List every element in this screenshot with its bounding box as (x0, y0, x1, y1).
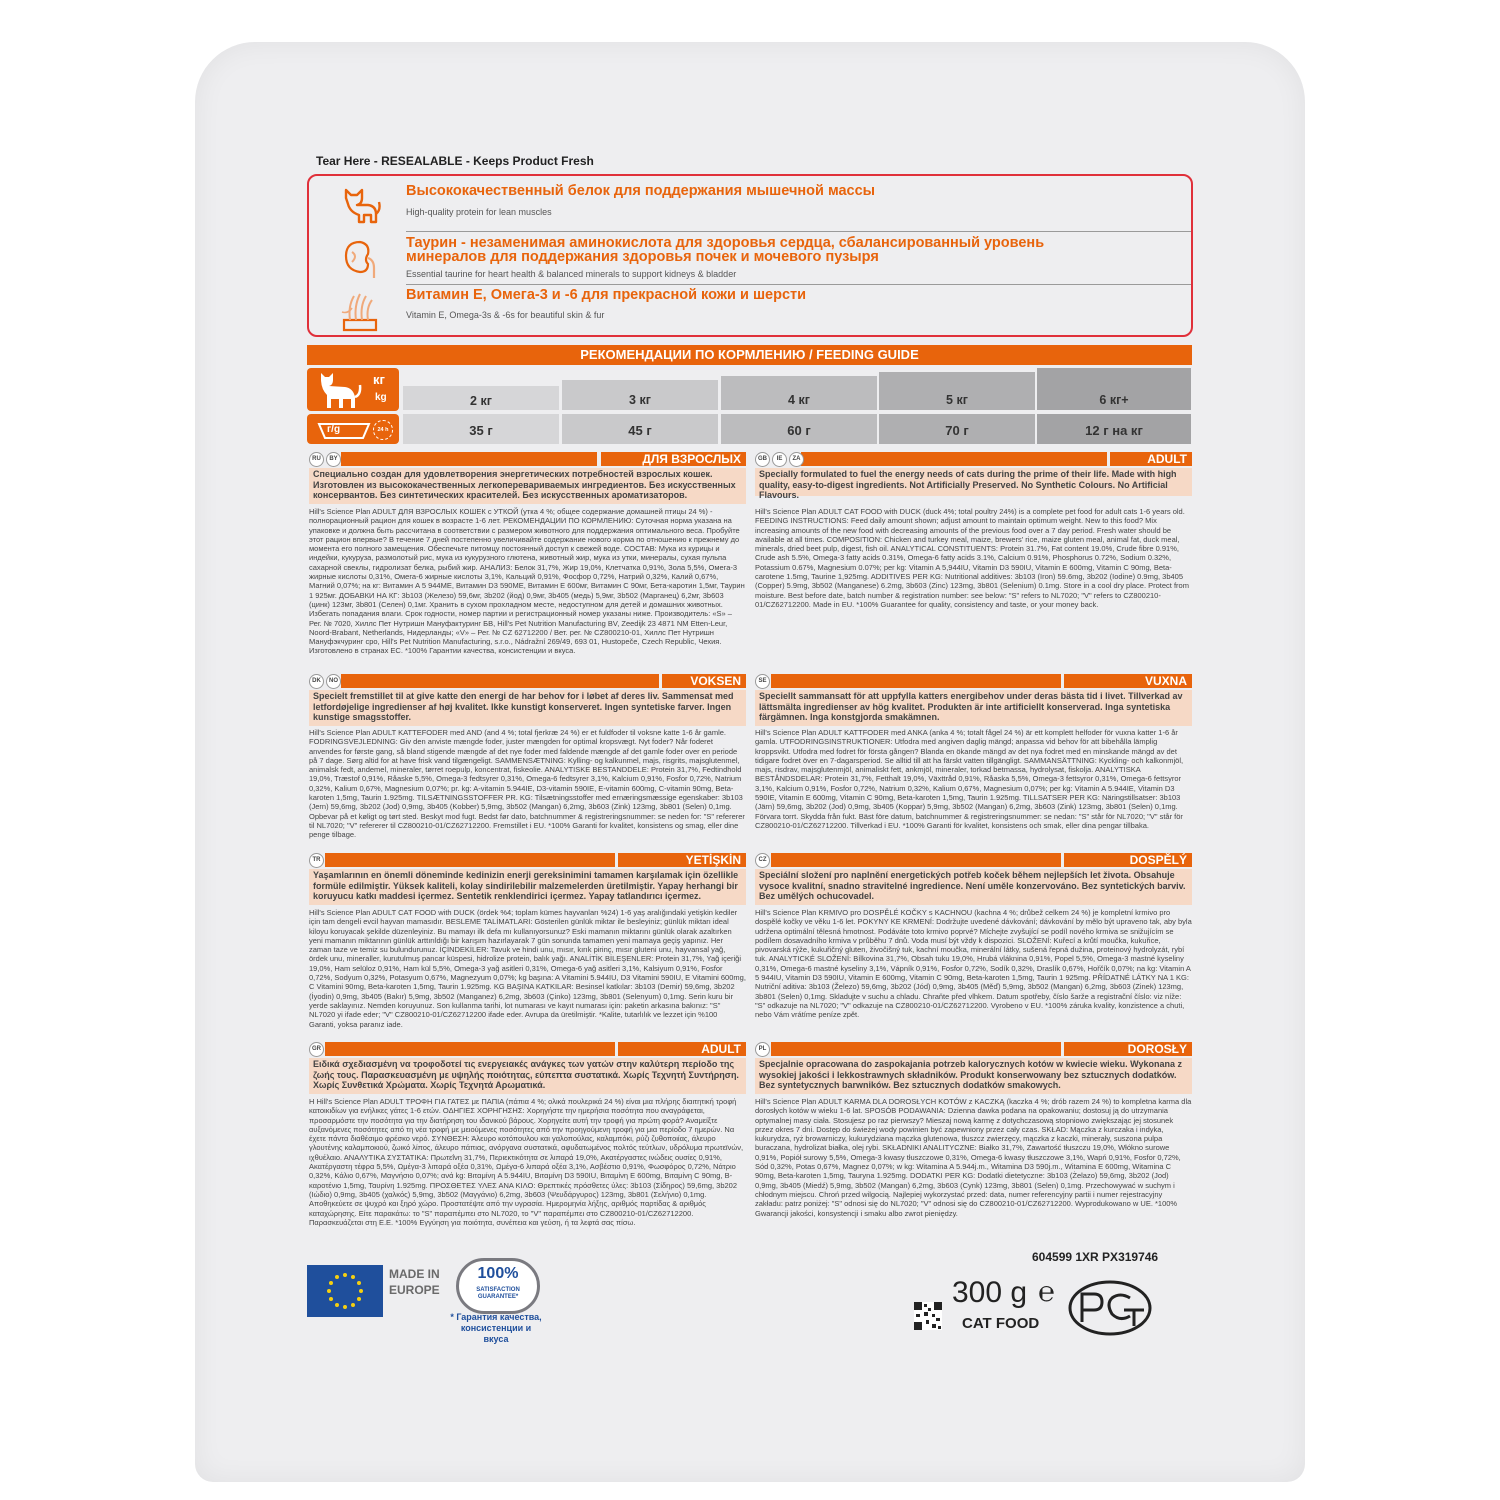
weight-cell: 6 кг+ (1037, 368, 1191, 410)
eu-flag-icon (307, 1265, 383, 1317)
country-codes (309, 452, 341, 467)
weight-cell: 3 кг (562, 380, 718, 410)
country-codes (755, 1042, 770, 1057)
section-se (755, 674, 1192, 846)
country-code: NO (326, 674, 341, 689)
section-pl (755, 1042, 1192, 1237)
section-intro: Speciální složení pro naplnění energetických potřeb koček během nejlepších let života. Obsahuje vysoce kvalitní, snadno stravitelné ingredience. Není uměle konzervováno. Bez syntetických barviv. Bez umělých ochucovadel. (755, 869, 1192, 905)
section-header (309, 1042, 746, 1056)
section-label: ADULT (618, 1042, 746, 1056)
grams-cell: 60 г (721, 414, 877, 444)
country-codes (755, 452, 804, 467)
tear-strip-text: Tear Here - RESEALABLE - Keeps Product Fresh (316, 154, 594, 168)
grams-cell: 70 г (879, 414, 1035, 444)
country-code: TR (309, 853, 324, 868)
grams-cell: 12 г на кг (1037, 414, 1191, 444)
product-type: CAT FOOD (962, 1315, 1040, 1332)
section-header (309, 452, 746, 466)
guarantee-badge (456, 1258, 540, 1314)
benefit-subtitle: High-quality protein for lean muscles (406, 207, 552, 217)
section-intro: Specjalnie opracowana do zaspokajania potrzeb kalorycznych kotów w kwiecie wieku. Wykonana z wysokiej jakości i lekkostrawnych składników. Produkt konserwowany bez sztucznych dodatków. Bez syntetycznych barwników. Bez sztucznych dodatków smakowych. (755, 1058, 1192, 1094)
grams-cell: 45 г (562, 414, 718, 444)
net-weight: 300 g (952, 1276, 1028, 1309)
benefit-title: Высококачественный белок для поддержания мышечной массы (406, 183, 876, 199)
benefit-subtitle: Essential taurine for heart health & balanced minerals to support kidneys & bladder (406, 269, 737, 279)
benefit-protein (334, 184, 1164, 234)
header-bar (771, 853, 1061, 867)
section-header (309, 853, 746, 867)
country-code: GR (309, 1042, 324, 1057)
country-code: BY (326, 452, 341, 467)
section-intro: Yaşamlarının en önemli döneminde kedinizin enerji gereksinimini tamamen karşılamak için özellikle formüle edilmiştir. Yüksek kaliteli, kolay sindirilebilir malzemelerden üretilmiştir. Yapay herhangi bir koruyucu katkı maddesi içermez. Sentetik renklendirici içermez. Yapay tatlandırıcı içermez. (309, 869, 746, 905)
kidney-icon (338, 236, 382, 280)
divider (406, 231, 1191, 232)
weight-cell: 4 кг (721, 376, 877, 410)
country-code: CZ (755, 853, 770, 868)
qr-code-icon (914, 1302, 942, 1330)
section-tr (309, 853, 746, 1035)
section-label: VOKSEN (662, 674, 746, 688)
benefit-subtitle: Vitamin E, Omega-3s & -6s for beautiful skin & fur (406, 310, 605, 320)
section-header (755, 853, 1192, 867)
header-bar (325, 853, 615, 867)
guarantee-note: * Гарантия качества, консистенции и вкуса (450, 1312, 542, 1344)
weight-cell: 5 кг (879, 372, 1035, 410)
weight-label-cell (307, 368, 399, 411)
section-intro: Специально создан для удовлетворения энергетических потребностей взрослых кошек. Изготовлен из высококачественных легкоперевариваемых ингредиентов. Без искусственных консервантов. Без синтетических красителей. Без искусственных ароматизаторов. (309, 468, 746, 504)
section-intro: Specielt fremstillet til at give katte den energi de har behov for i løbet af deres liv. Sammensat med letfordøjelige ingredienser af høj kvalitet. Ikke kunstigt konserveret. Ingen syntetiske farver. Ingen kunstige smagsstoffer. (309, 690, 746, 726)
country-code: PL (755, 1042, 770, 1057)
header-bar (771, 1042, 1061, 1056)
header-bar (325, 1042, 615, 1056)
clock-24h-icon: 24 h (373, 420, 393, 440)
country-code: DK (309, 674, 324, 689)
grams-cell: 35 г (403, 414, 559, 444)
section-body: Hill's Science Plan ADULT KATTFODER med ANKA (anka 4 %; totalt fågel 24 %) är ett komplett helfoder för vuxna katter 1-6 år gamla. UTFODRINGSINSTRUKTIONER: Utfodra med angiven daglig mängd; anpassa vid behov för att bibehålla lämplig kroppsvikt. Utfodra med fodret för första gången? Blanda en ökande mängd av det nya fodret med en minskande mängd av det tidigare fodret över en 7-dagarsperiod. Se alltid till att ha färskt vatten tillgängligt. SAMMANSÄTTNING: Kyckling- och kalkonmjöl, majs, risdrav, majsglutenmjöl, animaliskt fett, ankmjöl, mineraler, torkad betmassa, hydrolysat, fiskolja. ANALYTISKA BESTÅNDSDELAR: Protein 31,7%, Fetthalt 19,0%, Växttråd 0,91%, Råaska 5,5%, Omega-3 fettsyror 0,31%, Omega-6 fettsyror 3,1%, Kalcium 0,91%, Fosfor 0,72%, Natrium 0,32%, Kalium 0,67%, Magnesium 0,07%; per kg: Vitamin A 5.944IE, Vitamin D3 590IE, Vitamin E 600mg, Vitamin C 90mg, Beta-karoten 1,5mg, Taurin 1.925mg. TILLSATSER PER KG: Näringstillsatser: 3b103 (Järn) 59,6mg, 3b202 (Jod) 0,9mg, 3b405 (Koppar) 5,9mg, 3b502 (Mangan) 6,2mg, 3b603 (Zink) 123mg, 3b801 (Selen) 0,1mg. Förvara torrt. Skydda från fukt. Bäst före datum, batchnummer & registreringsnummer: se nedan: "S" står för NL7020; "V" står för CZ800210-01/CZ62712200. Tillverkad i EU. *100% Garanti för kvalitet, konsistens och smak, eller dina pengar tillbaka. (755, 728, 1184, 830)
benefits-panel (307, 174, 1193, 337)
benefit-taurine (334, 236, 1164, 286)
unit-g: г/g (327, 424, 341, 435)
section-gr (309, 1042, 746, 1237)
weight-cell: 2 кг (403, 386, 559, 410)
section-label: ДЛЯ ВЗРОСЛЫХ (601, 452, 746, 466)
header-bar (771, 674, 1061, 688)
country-codes (309, 853, 324, 868)
guarantee-text: SATISFACTION GUARANTEE* (476, 1287, 520, 1300)
section-body: Hill's Science Plan ADULT KATTEFODER med AND (and 4 %; total fjerkræ 24 %) er et fuldfoder til voksne katte 1-6 år gamle. FODRINGSVEJLEDNING: Giv den anviste mængde foder, juster mængden for optimal kropsvægt. Nyt foder? Når foderet anvendes for første gang, så bland stigende mængde af det nye foder med faldende mængde af det gamle foder over en periode på 7 dage. Sørg altid for at have frisk vand tilgængeligt. SAMMENSÆTNING: Kylling- og kalkunmel, majs, risgrits, majsglutenmel, animalsk fedt, andemel, mineraler, tørret roepulp, koncentrat, fiskeolie. ANALYTISKE BESTANDDELE: Protein 31,7%, Fedtindhold 19,0%, Træstof 0,91%, Råaske 5,5%, Omega-3 fedtsyrer 0,31%, Omega-6 fedtsyrer 3,1%, Kalcium 0,91%, Fosfor 0,72%, Natrium 0,32%, Kalium 0,67%, Magnesium 0,07%; pr. kg: A-vitamin 5.944IE, D3-vitamin 590IE, E-vitamin 600mg, C-vitamin 90mg, Beta-karoten 1,5mg, Taurin 1.925mg. TILSÆTNINGSSTOFFER PR. KG: Tilsætningsstoffer med ernæringsmæssige egenskaber: 3b103 (Jern) 59,6mg, 3b202 (Jod) 0,9mg, 3b405 (Kobber) 5,9mg, 3b502 (Mangan) 6,2mg, 3b603 (Zink) 123mg, 3b801 (Selen) 0,1mg. Opbevar på et køligt og tørt sted. Beskyt mod fugt. Bedst før dato, batchnummer & registreringsnummer: se neden for: "S" refererer til NL7020; "V" refererer til CZ800210-01/CZ62712200. Fremstillet i EU. *100% Garanti for kvalitet, konsistens og smag, eller dine penge tilbage. (309, 728, 745, 840)
country-codes (309, 674, 341, 689)
section-body: Hill's Science Plan ADULT KARMA DLA DOROSŁYCH KOTÓW z KACZKĄ (kaczka 4 %; drób razem 24 %) to kompletna karma dla dorosłych kotów w wieku 1-6 lat. SPOSÓB PODAWANIA: Dzienna dawka podana na opakowaniu; dostosuj ją do utrzymania optymalnej masy ciała. Stosujesz po raz pierwszy? Mieszaj nową karmę z dotychczasową stopniowo zwiększając jej stosunek przez okres 7 dni. Dostęp do świeżej wody powinien być zapewniony przez cały czas. SKŁAD: Mączka z kurczaka i indyka, kukurydza, ryż browarniczy, kukurydziana mączka glutenowa, tłuszcz zwierzęcy, mączka z kaczki, minerały, suszona pulpa buraczana, hydrolizat białka, olej rybi. SKŁADNIKI ANALITYCZNE: Białko 31,7%, Zawartość tłuszczu 19,0%, Włókno surowe 0,91%, Popiół surowy 5,5%, Omega-3 kwasy tłuszczowe 0,31%, Omega-6 kwasy tłuszczowe 3,1%, Wapń 0,91%, Fosfor 0,72%, Sód 0,32%, Potas 0,67%, Magnez 0,07%; w kg: Witamina A 5.944j.m., Witamina D3 590j.m., Witamina E 600mg, Witamina C 90mg, Beta-karoten 1,5mg, Tauryna 1.925mg. DODATKI PER KG: Dodatki dietetyczne: 3b103 (Żelazo) 59,6mg, 3b202 (Jod) 0,9mg, 3b405 (Miedź) 5,9mg, 3b502 (Mangan) 6,2mg, 3b603 (Cynk) 123mg, 3b801 (Selen) 0,1mg. Przechowywać w suchym i chłodnym miejscu. Chroń przed wilgocią. Najlepiej wykorzystać przed: data, numer referencyjny partii i numer rejestracyjny zakładu: patrz poniżej: "S" odnosi się do NL7020; "V" odnosi się do CZ800210-01/CZ62712200. Wyprodukowano w UE. *100% Gwarancji jakości, konsystencji i smaku albo zwrot pieniędzy. (755, 1097, 1192, 1218)
unit-kg-ru: кг (373, 372, 385, 387)
guarantee-percent: 100% (477, 1265, 519, 1282)
section-label: ADULT (1110, 452, 1192, 466)
country-code: SE (755, 674, 770, 689)
header-bar (341, 674, 659, 688)
section-gb (755, 452, 1192, 664)
section-header (755, 674, 1192, 688)
header-bar (801, 452, 1107, 466)
benefit-title: Витамин Е, Омега-3 и -6 для прекрасной кожи и шерсти (406, 287, 807, 303)
section-header (309, 674, 746, 688)
section-intro: Specially formulated to fuel the energy needs of cats during the prime of their life. Made with high quality, easy-to-digest ingredients. Not Artificially Preserved. No Synthetic Colours. No Artificial Flavours. (755, 468, 1192, 496)
country-codes (755, 674, 770, 689)
section-body: Η Hill's Science Plan ADULT ΤΡΟΦΗ ΓΙΑ ΓΑΤΕΣ με ΠΑΠΙΑ (πάπια 4 %; ολικά πουλερικά 24 %) είναι μια πλήρης διαιτητική τροφή κατοικιδίων για ενήλικες γάτες 1-6 ετών. ΟΔΗΓΙΕΣ ΧΟΡΗΓΗΣΗΣ: Χορηγήστε την ημερήσια ποσότητα που αναγράφεται, προσαρμόστε την ποσότητα για την διατήρηση του ιδανικού βάρους. Χορηγείτε αυτή την τροφή για πρώτη φορά? Αναμείξτε αυξανόμενες ποσότητες από τη νέα τροφή με μειούμενες ποσότητες από την προηγούμενη τροφή για μια περίοδο 7 ημερών. Να έχετε πάντα διαθέσιμο φρέσκο νερό. ΣΥΝΘΕΣΗ: Άλευρο κοτόπουλου και γαλοπούλας, καλαμπόκι, ρύζι ζυθοποιίας, άλευρο γλουτένης καλαμποκιού, ζωικό λίπος, άλευρο πάπιας, ανόργανα συστατικά, αφυδατωμένος πολτός τεύτλων, υδρόλυμα πρωτεϊνών, ιχθυέλαιο. ΑΝΑΛΥΤΙΚΑ ΣΥΣΤΑΤΙΚΑ: Πρωτεΐνη 31,7%, Περιεκτικότητα σε λιπαρά 19,0%, Ακατέργαστες ινώδεις ουσίες 0,91%, Ακατέργαστη τέφρα 5,5%, Ωμέγα-3 λιπαρά οξέα 0,31%, Ωμέγα-6 λιπαρά οξέα 3,1%, Ασβέστιο 0,91%, Φωσφόρος 0,72%, Νάτριο 0,32%, Κάλιο 0,67%, Μαγνήσιο 0,07%; ανά kg: Βιταμίνη A 5.944IU, Βιταμίνη D3 590IU, Βιταμίνη E 600mg, Βιταμίνη C 90mg, Β-καροτένιο 1,5mg, Ταυρίνη 1.925mg. ΠΡΟΣΘΕΤΕΣ ΥΛΕΣ ΑΝΑ ΚΙΛΟ: Θρεπτικές πρόσθετες ύλες: 3b103 (Σίδηρος) 59,6mg, 3b202 (Ιώδιο) 0,9mg, 3b405 (χαλκός) 5,9mg, 3b502 (Μαγγάνιο) 6,2mg, 3b603 (Ψευδάργυρος) 123mg, 3b801 (Σελήνιο) 0,1mg. Αποθηκεύετε σε ψυχρό και ξηρό χώρο. Προστατέψτε από την υγρασία. Ημερομηνία λήξης, αριθμός παρτίδας & αριθμός καταχώρησης. Είτε παρακάτω: το "S" παραπέμπει στο NL7020, το "V" παραπέμπει στο CZ800210-01/CZ62712200. Παρασκευάζεται στη Ε.Ε. *100% Εγγύηση για ποιότητα, συνέπεια και γεύση, ή τα λεφτά σας πίσω. (309, 1097, 744, 1227)
batch-code: 604599 1XR PX319746 (1032, 1250, 1159, 1264)
section-intro: Ειδικά σχεδιασμένη να τροφοδοτεί τις ενεργειακές ανάγκες των γατών στην καλύτερη περίοδο της ζωής τους. Παρασκευασμένη με υψηλής ποιότητας, εύπεπτα συστατικά. Χωρίς Τεχνητή Συντήρηση. Χωρίς Συνθετικά Χρώματα. Χωρίς Τεχνητά Αρωματικά. (309, 1058, 746, 1094)
section-label: DOROSŁY (1064, 1042, 1192, 1056)
section-header (755, 452, 1192, 466)
section-cz (755, 853, 1192, 1035)
cat-silhouette-icon (315, 371, 363, 409)
benefit-title: Таурин - незаменимая аминокислота для здоровья сердца, сбалансированный уровень минералов для поддержания здоровья почек и мочевого пузыря (406, 235, 1045, 265)
section-dk (309, 674, 746, 846)
eac-rst-mark-icon (1068, 1280, 1154, 1336)
section-body: Hill's Science Plan KRMIVO pro DOSPĚLÉ KOČKY s KACHNOU (kachna 4 %; drůbež celkem 24 %) je kompletní krmivo pro dospělé kočky ve věku 1-6 let. POKYNY KE KRMENÍ: Dodržujte uvedené dávkování; dávkování by mělo být upraveno tak, aby byla udržena optimální tělesná hmotnost. Podáváte toto krmivo poprvé? Míchejte zvyšující se podíl nového krmiva se snižujícím se podílem dosavadního krmiva v průběhu 7 dnů. Voda musí být vždy k dispozici. SLOŽENÍ: Kuřecí a krůtí moučka, kukuřice, pivovarská rýže, kukuřičný gluten, živočišný tuk, kachní moučka, minerální látky, sušená řepná dužina, proteinový hydrolyzát, rybí tuk. ANALYTICKÉ SLOŽENÍ: Bílkovina 31,7%, Obsah tuku 19,0%, Hrubá vláknina 0,91%, Popel 5,5%, Omega-3 mastné kyseliny 0,31%, Omega-6 mastné kyseliny 3,1%, Vápník 0,91%, Fosfor 0,72%, Sodík 0,32%, Draslík 0,67%, Hořčík 0,07%; na kg: Vitamin A 5 944IU, Vitamin D3 590IU, Vitamin E 600mg, Vitamin C 90mg, Beta-karoten 1,5mg, Taurin 1 925mg. PŘÍDATNÉ LÁTKY NA 1 KG: Nutriční aditiva: 3b103 (Železo) 59,6mg, 3b202 (Jód) 0,9mg, 3b405 (Měď) 5,9mg, 3b502 (Mangan) 6,2mg, 3b603 (Zinek) 123mg, 3b801 (Selen) 0,1mg. Skladujte v suchu a chladu. Chraňte před vlhkem. Datum spotřeby, číslo šarže a registrační číslo: viz níže: "S" odkazuje na NL7020; "V" odkazuje na CZ800210-01/CZ62712200. Vyrobeno v EU. *100% záruka kvality, konzistence a chuti, nebo Vám vrátíme peníze zpět. (755, 908, 1192, 1020)
country-code: RU (309, 452, 324, 467)
made-in-europe: MADE IN EUROPE (389, 1267, 440, 1297)
section-body: Hill's Science Plan ADULT ДЛЯ ВЗРОСЛЫХ КОШЕК с УТКОЙ (утка 4 %; общее содержание домашней птицы 24 %) - полнорационный рацион для кошек в возрасте 1-6 лет. РЕКОМЕНДАЦИИ ПО КОРМЛЕНИЮ: Суточная норма указана на упаковке и должна быть рассчитана в соответствии с размером животного для поддержания оптимального веса. Пробуйте этот рацион впервые? В течение 7 дней постепенно увеличивайте содержание нового корма по отношению к прежнему до момента его полного замещения. Обеспечьте питомцу постоянный доступ к свежей воде. СОСТАВ: Мука из курицы и индейки, кукуруза, размолотый рис, мука из кукурузного глютена, животный жир, мука из утки, минералы, сухая пульпа сахарной свеклы, гидролизат белка, рыбий жир. АНАЛИЗ: Белок 31,7%, Жир 19,0%, Клетчатка 0,91%, Зола 5,5%, Омега-3 жирные кислоты 0,31%, Омега-6 жирные кислоты 3,1%, Кальций 0,91%, Фосфор 0,72%, Натрий 0,32%, Калий 0,67%, Магний 0,07%; на кг: Витамин A 5 944ME, Витамин D3 590ME, Витамин E 600мг, Витамин C 90мг, Бета-каротин 1,5мг, Таурин 1 925мг. ДОБАВКИ НА КГ: 3b103 (Железо) 59,6мг, 3b202 (йод) 0,9мг, 3b405 (медь) 5,9мг, 3b502 (Марганец) 6,2мг, 3b603 (цинк) 123мг, 3b801 (Селен) 0,1мг. Хранить в сухом прохладном месте, недоступном для детей и домашних животных. Избегать попадания влаги. Срок годности, номер партии и регистрационный номер указаны ниже. Производитель: «S» – Рег. № 7020, Хиллс Пет Нутришн Мануфактуринг БВ, Hill's Pet Nutrition Manufacturing BV, Zeedijk 23 4871 NM Etten-Leur, Noord-Brabant, Netherlands, Нидерланды; «V» – Рег. № CZ 62712200 / Вет. рег. № CZ800210-01, Хиллс Пет Нутришн Мануфэкчуринг сро, Hill's Pet Nutrition Manufacturing, s.r.o., Nádražní 269/49, 693 01, Hustopeče, Czech Republic, Чехия. Изготовлено в странах ЕС. *100% Гарантии качества, консистенции и вкуса. (309, 507, 745, 656)
unit-kg: kg (375, 392, 387, 403)
section-label: YETİŞKİN (618, 853, 746, 867)
country-codes (309, 1042, 324, 1057)
section-label: VUXNA (1064, 674, 1192, 688)
country-code: IE (772, 452, 787, 467)
header-bar (341, 452, 597, 466)
section-ru (309, 452, 746, 664)
fur-skin-icon (338, 288, 382, 332)
country-codes (755, 853, 770, 868)
benefit-vitamins (334, 288, 1164, 334)
estimated-sign: ℮ (1038, 1276, 1055, 1307)
section-body: Hill's Science Plan ADULT CAT FOOD with DUCK (ördek %4; toplam kümes hayvanları %24) 1-6 yaş aralığındaki yetişkin kediler için tam dengeli evcil hayvan mamasıdır. BESLEME TALİMATLARI: Gösterilen günlük miktar ile besleyiniz; günlük miktarı ideal kiloyu koruyacak şekilde düzenleyiniz. Bu mamayı ilk defa mı kullanıyorsunuz? Eski mamanın miktarını günlük olarak azaltırken yeni mamanın miktarının günlük arttırıldığı bir karışım hazırlayarak 7 gün sonunda tamamen yeni mamaya geçiş yapınız. Her zaman taze ve temiz su bulundurunuz. İÇİNDEKİLER: Tavuk ve hindi unu, mısır, kırık pirinç, mısır gluteni unu, hayvansal yağ, ördek unu, mineraller, kurutulmuş pancar küspesi, hidrolize protein, balık yağı. ANALİTİK BİLEŞENLER: Protein 31,7%, Yağ içeriği 19,0%, Ham selüloz 0,91%, Ham kül 5,5%, Omega-3 yağ asitleri 0,31%, Omega-6 yağ asitleri 3,1%, Kalsiyum 0,91%, Fosfor 0,72%, Sodyum 0,32%, Potasyum 0,67%, Magnezyum 0,07%; kg başına: A Vitamini 5.944IU, D3 Vitamini 590IU, E Vitamini 600mg, C Vitamini 90mg, Beta-karoten 1,5mg, Taurin 1.925mg. KG BAŞINA KATKILAR: Besinsel katkılar: 3b103 (Demir) 59,6mg, 3b202 (İyodin) 0,9mg, 3b405 (Bakır) 5,9mg, 3b502 (Manganez) 6,2mg, 3b603 (Çinko) 123mg, 3b801 (Selenyum) 0,1mg. Serin kuru bir yerde saklayınız. Nemden koruyunuz. Son kullanma tarihi, lot numarası ve kayıt numarası için: paketin arkasına bakınız: "S" NL7020 yi ifade eder; "V" CZ800210-01/CZ62712200 ifade eder. Avrupa da üretilmiştir. *Kalite, tutarlılık ve lezzet için %100 Garanti, yoksa paranız iade. (309, 908, 746, 1029)
country-code: ZA (789, 452, 804, 467)
section-body: Hill's Science Plan ADULT CAT FOOD with DUCK (duck 4%; total poultry 24%) is a complete pet food for adult cats 1-6 years old. FEEDING INSTRUCTIONS: Feed daily amount shown; adjust amount to maintain optimum weight. New to this food? Mix increasing amounts of the new food with decreasing amounts of the previous food over a 7 day period. Fresh water should be available at all times. COMPOSITION: Chicken and turkey meal, maize, brewers' rice, maize gluten meal, animal fat, duck meal, minerals, dried beet pulp, digest, fish oil. ANALYTICAL CONSTITUENTS: Protein 31.7%, Fat content 19.0%, Crude fibre 0.91%, Crude ash 5.5%, Omega-3 fatty acids 0.31%, Omega-6 fatty acids 3.1%, Calcium 0.91%, Phosphorus 0.72%, Sodium 0.32%, Potassium 0.67%, Magnesium 0.07%; per kg: Vitamin A 5,944IU, Vitamin D3 590IU, Vitamin E 600mg, Vitamin C 90mg, Beta-carotene 1.5mg, Taurine 1,925mg. ADDITIVES PER KG: Nutritional additives: 3b103 (Iron) 59.6mg, 3b202 (Iodine) 0.9mg, 3b405 (Copper) 5.9mg, 3b502 (Manganese) 6.2mg, 3b603 (Zinc) 123mg, 3b801 (Selenium) 0.1mg. Store in a cool dry place. Protect from moisture. Best before date, batch number & registration number: see below: "S" refers to NL7020; "V" refers to CZ800210-01/CZ62712200. Made in EU. *100% Guarantee for quality, consistency and taste, or your money back. (755, 507, 1189, 609)
cat-outline-icon (338, 184, 382, 228)
gram-label-cell (307, 414, 399, 444)
section-label: DOSPĚLÝ (1064, 853, 1192, 867)
divider (406, 284, 1191, 285)
section-intro: Speciellt sammansatt för att uppfylla katters energibehov under deras bästa tid i livet. Tillverkad av lättsmälta ingredienser av hög kvalitet. Produkten är inte artificiellt konserverad. Inga syntetiska färgämnen. Inga konstgjorda smakämnen. (755, 690, 1192, 726)
feeding-guide-title: РЕКОМЕНДАЦИИ ПО КОРМЛЕНИЮ / FEEDING GUIDE (307, 345, 1192, 365)
bowl-icon (317, 418, 371, 440)
country-code: GB (755, 452, 770, 467)
section-header (755, 1042, 1192, 1056)
